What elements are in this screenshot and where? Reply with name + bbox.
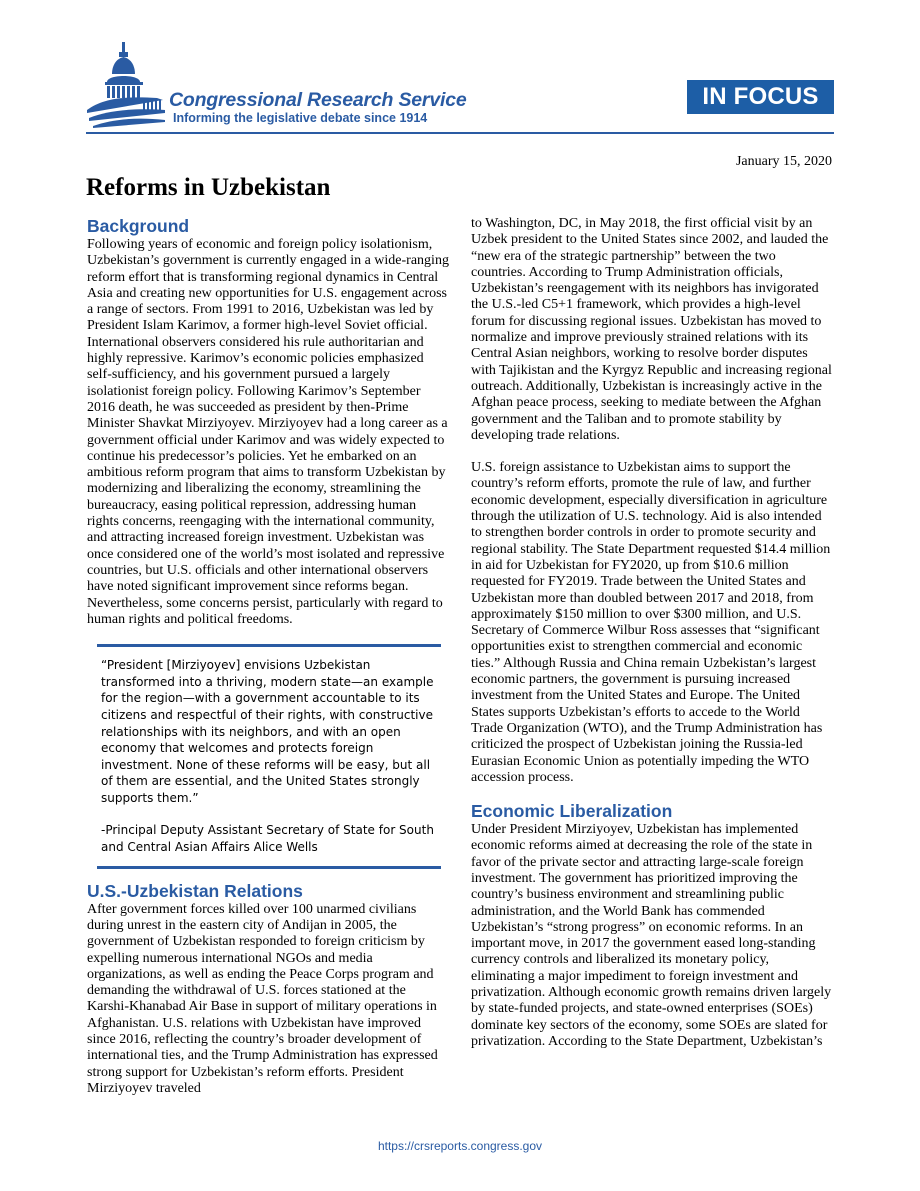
background-heading: Background [87,216,190,236]
relations-paragraph-continued: to Washington, DC, in May 2018, the first official visit by an Uzbek president to the United States since 2002, and lauded the “new era of the strategic partnership” between the two countries. According to Trump Administration officials, Uzbekistan’s reengagement with its neighbors has invigorated the U.S.-led C5+1 framework, which provides a high-level forum for discussing regional issues. Uzbekistan has moved to normalize and improve previously strained relations with its Central Asian neighbors, working to resolve border disputes with Tajikistan and the Kyrgyz Republic and increasing regional outreach. Additionally, Uzbekistan is increasingly active in the Afghan peace process, seeking to mediate between the Afghan government and the Taliban and to promote stability by developing trade relations. [471,216,832,443]
org-tagline: Informing the legislative debate since 1914 [173,111,428,125]
quote-box [97,644,441,869]
footer-url[interactable]: https://crsreports.congress.gov [377,1139,543,1153]
economic-paragraph: Under President Mirziyoyev, Uzbekistan has implemented economic reforms aimed at decreasing the role of the state in favor of the private sector and attracting large-scale foreign investment. The government has prioritized improving the country’s business environment and streamlining public administration, and the World Bank has commended Uzbekistan’s “strong progress” on economic reforms. In an important move, in 2017 the government eased long-standing currency controls and liberalized its monetary policy, eliminating a major impediment to foreign investment and privatization. Although economic growth remains driven largely by state-funded projects, and state-owned enterprises (SOEs) dominate key sectors of the economy, some SOEs are slated for privatization. According to the State Department, Uzbekistan’s [471,822,832,1049]
org-name: Congressional Research Service [169,89,467,111]
publication-date: January 15, 2020 [735,154,832,169]
background-paragraph: Following years of economic and foreign policy isolationism, Uzbekistan’s government is currently engaged in a wide-ranging reform effort that is transforming regional dynamics in Central Asia and creating new opportunities for U.S. engagement across a range of sectors. From 1991 to 2016, Uzbekistan was led by President Islam Karimov, a former high-level Soviet official. International observers considered his rule authoritarian and highly repressive. Karimov’s economic policies emphasized self-sufficiency, and his government pursued a largely isolationist foreign policy. Following Karimov’s September 2016 death, he was succeeded as president by then-Prime Minister Shavkat Mirziyoyev. Mirziyoyev had a long career as a government official under Karimov and was widely expected to continue his predecessor’s policies. Yet he embarked on an ambitious reform program that aims to transform Uzbekistan by modernizing and liberalizing the economy, streamlining the bureaucracy, easing political repression, addressing human rights concerns, reengaging with the international community, and attracting increased foreign investment. Uzbekistan was once considered one of the world’s most isolated and repressive countries, but U.S. officials and other international observers have noted significant improvement since reforms began. Nevertheless, some concerns persist, particularly with regard to human rights and political freedoms. [87,237,449,627]
quote-attribution: -Principal Deputy Assistant Secretary of State for South and Central Asian Affairs Alice Wells [101,823,434,855]
relations-paragraph-start: After government forces killed over 100 unarmed civilians during unrest in the eastern city of Andijan in 2005, the government of Uzbekistan responded to foreign criticism by expelling numerous international NGOs and media organizations, as well as ending the Peace Corps program and demanding the withdrawal of U.S. forces stationed at the Karshi-Khanabad Air Base in support of military operations in Afghanistan. U.S. relations with Uzbekistan have improved since 2016, reflecting the country’s broader development of international ties, and the Trump Administration has expressed strong support for Uzbekistan’s reform efforts. President Mirziyoyev traveled [87,901,438,1096]
in-focus-badge: IN FOCUS [687,80,834,114]
right-column [471,216,833,1050]
header-divider [86,132,834,134]
page-title: Reforms in Uzbekistan [86,174,331,201]
crs-logo [85,40,495,130]
economic-heading: Economic Liberalization [471,801,673,822]
capitol-dome-icon [85,40,167,128]
quote-text: “President [Mirziyoyev] envisions Uzbekistan transformed into a thriving, modern state—an example for the region—with a government accountable to its citizens and respectful of their rights, with constructive relationships with its neighbors, and with an open economy that welcomes and protects foreign investment. None of these reforms will be easy, but all of them are essential, and the United States strongly supports them.” [101,658,434,805]
left-column [87,216,449,1097]
relations-paragraph-2: U.S. foreign assistance to Uzbekistan aims to support the country’s reform efforts, promote the rule of law, and further economic development, especially diversification in agriculture through the utilization of U.S. technology. Aid is also intended to strengthen border controls in order to promote security and regional stability. The State Department requested $14.4 million in aid for Uzbekistan for FY2020, up from $10.6 million requested for FY2019. Trade between the United States and Uzbekistan more than doubled between 2017 and 2018, from approximately $150 million to over $300 million, and U.S. Secretary of Commerce Wilbur Ross assesses that “significant opportunities exist to strengthen commercial and economic ties.” Although Russia and China remain Uzbekistan’s largest economic partners, the government is pursuing increased investment from the United States and Europe. The United States supports Uzbekistan’s efforts to accede to the World Trade Organization (WTO), and the Trump Administration has criticized the prospect of Uzbekistan joining the Russia-led Eurasian Economic Union as potentially impeding the WTO accession process. [471,460,831,785]
relations-heading: U.S.-Uzbekistan Relations [87,880,303,901]
